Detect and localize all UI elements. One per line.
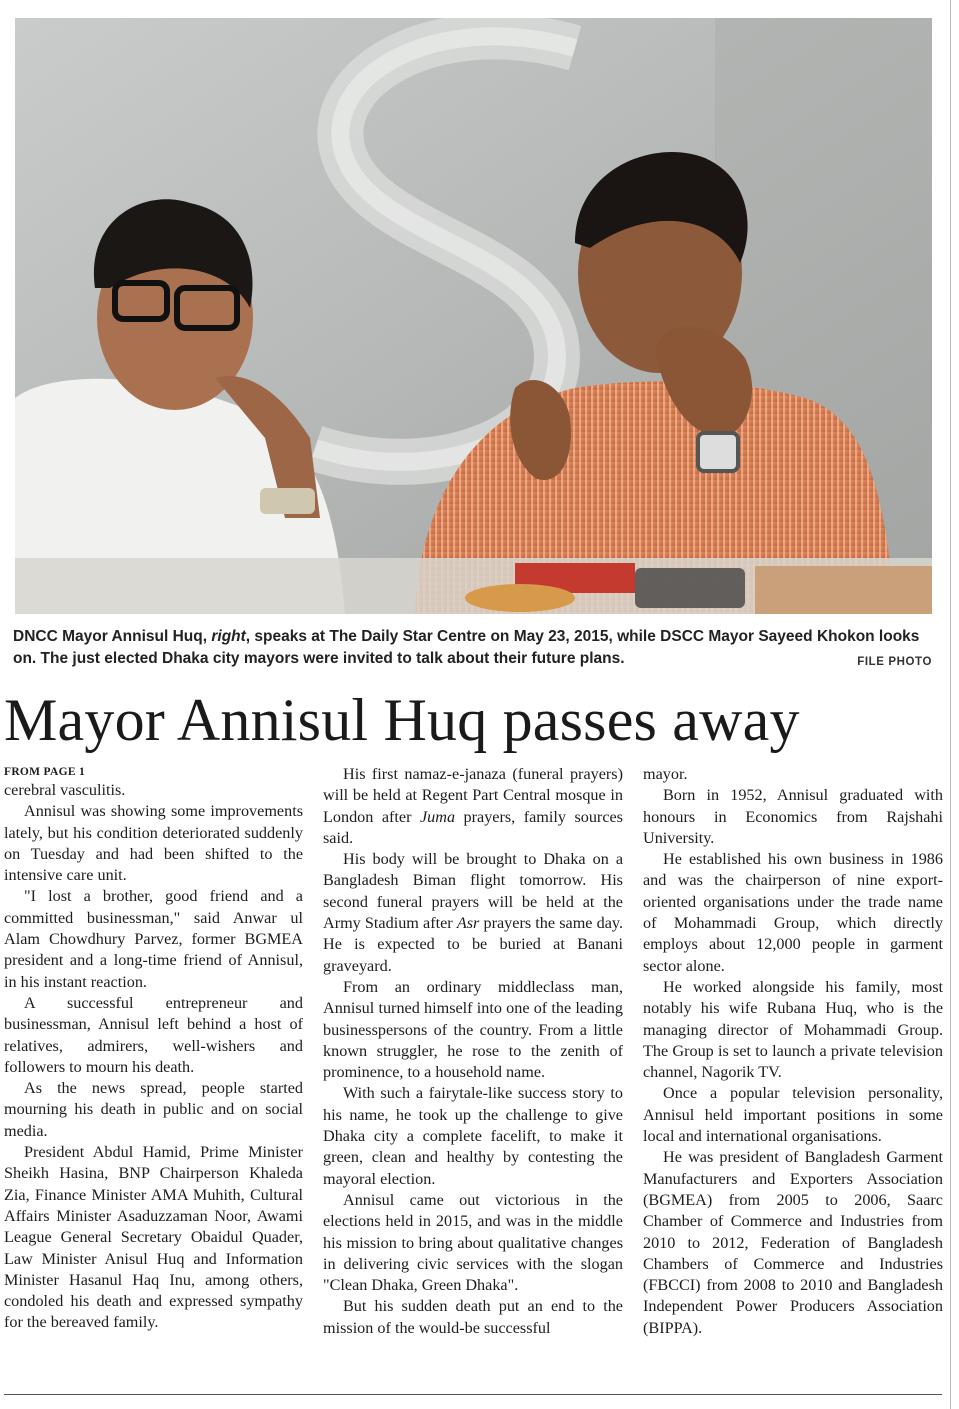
paragraph bbox=[323, 764, 623, 849]
italic-run: Asr bbox=[456, 914, 480, 933]
paragraph: "I lost a brother, good friend and a committed businessman," said Anwar ul Alam Chowdhury Parvez, former BGMEA president and a long-time friend of Annisul, in his instant reaction. bbox=[4, 887, 303, 991]
paragraph: Annisul was showing some improvements lately, but his condition deteriorated suddenly on Tuesday and had been shifted to the intensive care unit. bbox=[4, 802, 303, 885]
paragraph: As the news spread, people started mourning his death in public and on social media. bbox=[4, 1079, 303, 1140]
paragraph: He worked alongside his family, most notably his wife Rubana Huq, who is the managing director of Mohammadi Group. The Group is set to launch a private television channel, Nagorik TV. bbox=[643, 977, 943, 1082]
paragraph: Once a popular television personality, Annisul held important positions in some local and international organisations. bbox=[643, 1084, 943, 1146]
paragraph bbox=[323, 849, 623, 977]
photo-caption bbox=[13, 626, 938, 669]
text-run: prayers, family sources said. bbox=[323, 807, 623, 847]
headline: Mayor Annisul Huq passes away bbox=[4, 687, 800, 753]
paragraph: Born in 1952, Annisul graduated with honours in Economics from Rajshahi University. bbox=[643, 786, 943, 847]
italic-run: Juma bbox=[419, 807, 456, 826]
article-column-3 bbox=[643, 764, 943, 1339]
caption-text-part1: DNCC Mayor Annisul Huq, bbox=[13, 628, 212, 645]
text-run: His first namaz-e-janaza (funeral prayers) will be held at Regent Part Central mosque in London after bbox=[323, 765, 623, 826]
paragraph: He established his own business in 1986 and was the chairperson of nine export-oriented organisations under the trade name of Mohammadi Group, which directly employs about 12,000 people in garment sector alone. bbox=[643, 850, 943, 975]
from-page-label: FROM PAGE 1 bbox=[4, 766, 86, 778]
caption-text-part2: , speaks at The Daily Star Centre on May 23, 2015, while DSCC Mayor Sayeed Khokon looks on. The just elected Dhaka city mayors were invited to talk about their future plans. bbox=[13, 628, 920, 667]
photo-credit: FILE PHOTO bbox=[857, 656, 932, 668]
paragraph: Annisul came out victorious in the elections held in 2015, and was in the middle his mission to bring about qualitative changes in delivering civic services with the slogan "Clean Dhaka, Green Dhaka". bbox=[323, 1190, 623, 1295]
article-column-2 bbox=[323, 764, 623, 1339]
paragraph: With such a fairytale-like success story to his name, he took up the challenge to give Dhaka city a complete facelift, to make it green, clean and healthy by contesting the mayoral election. bbox=[323, 1084, 623, 1188]
text-run: prayers the same day. He is expected to be buried at Banani graveyard. bbox=[323, 914, 624, 975]
paragraph: A successful entrepreneur and businessman, Annisul left behind a host of relatives, admirers, well-wishers and followers to mourn his death. bbox=[4, 993, 303, 1076]
paragraph: But his sudden death put an end to the mission of the would-be successful bbox=[323, 1297, 623, 1337]
page-edge-rule bbox=[950, 0, 951, 1409]
paragraph: President Abdul Hamid, Prime Minister Sheikh Hasina, BNP Chairperson Khaleda Zia, Finance Minister AMA Muhith, Cultural Affairs Minister Asaduzzaman Noor, Awami League General Secretary Obaidul Quader, Law Minister Anisul Huq and Information Minister Hasanul Haq Inu, among others, condoled his death and expressed sympathy for the bereaved family. bbox=[4, 1143, 303, 1332]
caption-italic: right bbox=[211, 628, 246, 645]
paragraph: mayor. bbox=[643, 765, 688, 783]
text-run: His body will be brought to Dhaka on a Bangladesh Biman flight tomorrow. His second funeral prayers will be held at the Army Stadium after bbox=[323, 850, 623, 933]
bottom-rule bbox=[4, 1394, 942, 1395]
article-column-1 bbox=[4, 764, 303, 1334]
paragraph: He was president of Bangladesh Garment Manufacturers and Exporters Association (BGMEA) from 2005 to 2006, Saarc Chamber of Commerce and Industries from 2010 to 2012, Federation of Bangladesh Chambers of Commerce and Industries (FBCCI) from 2008 to 2010 and Bangladesh Independent Power Producers Association (BIPPA). bbox=[643, 1148, 943, 1337]
news-photo bbox=[15, 18, 932, 614]
paragraph: cerebral vasculitis. bbox=[4, 781, 126, 799]
paragraph: From an ordinary middleclass man, Annisul turned himself into one of the leading businesspersons of the country. From a little known struggler, he rose to the zenith of prominence, to a household name. bbox=[323, 977, 623, 1082]
